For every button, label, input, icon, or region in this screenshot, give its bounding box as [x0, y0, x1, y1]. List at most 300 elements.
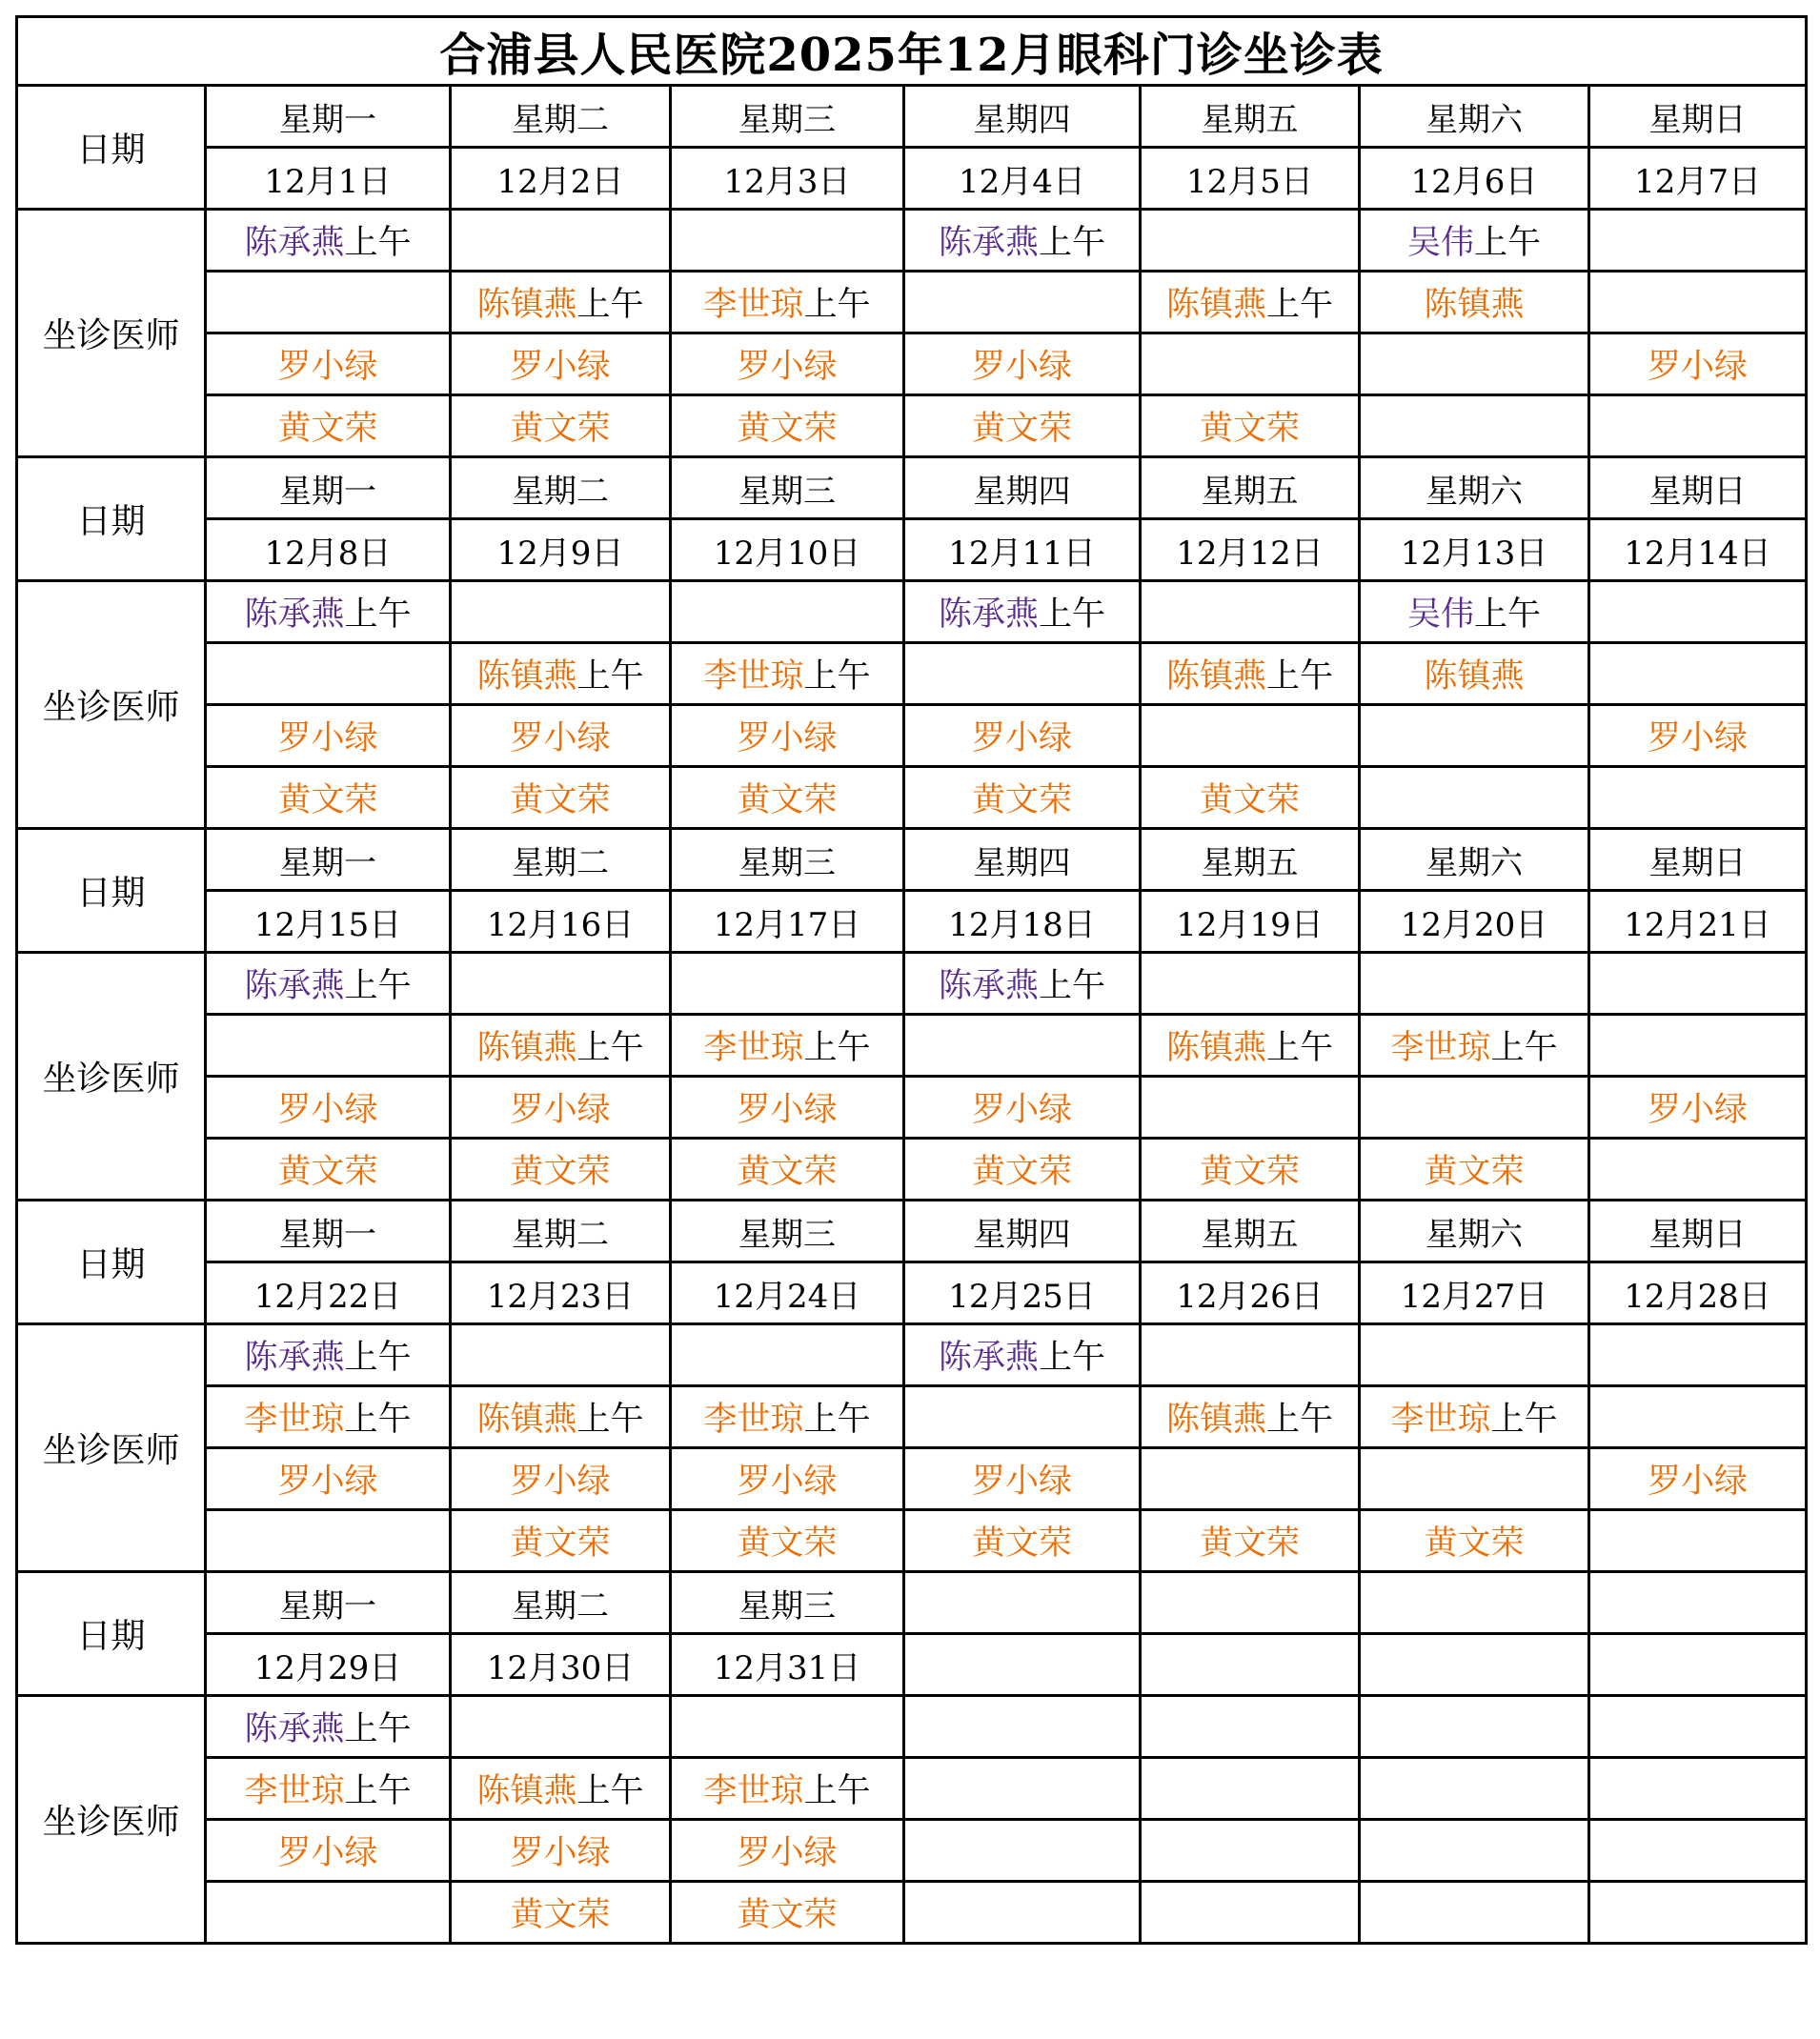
- doctor-name: 罗小绿: [277, 1834, 378, 1872]
- doctor-cell: [451, 272, 671, 333]
- doctor-cell: [671, 1448, 904, 1510]
- doctor-cell: [904, 1820, 1141, 1882]
- doctor-cell: [1141, 705, 1360, 767]
- date-row: [17, 1262, 1807, 1324]
- doctor-cell: [1589, 581, 1807, 643]
- weekday-cell: 星期五: [1141, 829, 1360, 891]
- session-note: 上午: [344, 1710, 412, 1748]
- doctor-cell: [1141, 210, 1360, 272]
- doctor-cell: [206, 1882, 451, 1944]
- doctor-row: [17, 395, 1807, 457]
- doctor-cell: [206, 1324, 451, 1386]
- doctor-cell: [1589, 705, 1807, 767]
- doctor-cell: [1141, 1758, 1360, 1820]
- doctor-cell: [206, 1386, 451, 1448]
- session-note: 上午: [576, 1401, 644, 1439]
- weekday-row: [17, 86, 1807, 148]
- doctor-cell: [1360, 705, 1589, 767]
- date-cell: 12月17日: [671, 891, 904, 953]
- doctor-cell: [1589, 1015, 1807, 1077]
- doctor-name: 黄文荣: [510, 410, 611, 448]
- doctor-name: 罗小绿: [971, 1463, 1072, 1501]
- doctor-name: 黄文荣: [971, 781, 1072, 819]
- doctor-cell: [904, 1139, 1141, 1201]
- date-cell: [1589, 1634, 1807, 1696]
- doctor-cell: [1360, 1448, 1589, 1510]
- doctor-name: 陈承燕: [938, 967, 1039, 1005]
- session-note: 上午: [803, 1401, 871, 1439]
- doctor-cell: [671, 1510, 904, 1572]
- doctor-cell: [904, 395, 1141, 457]
- doctor-cell: [1360, 1077, 1589, 1139]
- date-cell: 12月4日: [904, 148, 1141, 210]
- doctor-row: [17, 333, 1807, 395]
- weekday-cell: 星期六: [1360, 829, 1589, 891]
- doctor-row: [17, 643, 1807, 705]
- date-label: 日期: [17, 1572, 206, 1696]
- doctor-row: [17, 705, 1807, 767]
- session-note: 上午: [1490, 1401, 1558, 1439]
- doctor-name: 李世琼: [703, 1029, 804, 1067]
- weekday-row: [17, 1201, 1807, 1262]
- doctor-name: 罗小绿: [737, 1834, 838, 1872]
- doctor-name: 罗小绿: [737, 1463, 838, 1501]
- doctor-name: 黄文荣: [971, 410, 1072, 448]
- duty-roster-table: [15, 15, 1808, 1945]
- doctor-row: [17, 1882, 1807, 1944]
- doctor-name: 黄文荣: [1424, 1153, 1525, 1191]
- doctor-cell: [1589, 1139, 1807, 1201]
- date-cell: 12月31日: [671, 1634, 904, 1696]
- doctor-cell: [1360, 395, 1589, 457]
- doctor-name: 罗小绿: [1648, 348, 1749, 386]
- weekday-cell: 星期日: [1589, 829, 1807, 891]
- doctor-cell: [1360, 953, 1589, 1015]
- date-cell: 12月8日: [206, 519, 451, 581]
- doctor-cell: [904, 705, 1141, 767]
- date-cell: [1360, 1634, 1589, 1696]
- doctor-cell: [1141, 1015, 1360, 1077]
- doctor-cell: [451, 1386, 671, 1448]
- date-cell: 12月25日: [904, 1262, 1141, 1324]
- doctor-row: [17, 953, 1807, 1015]
- doctor-name: 黄文荣: [1199, 1153, 1300, 1191]
- weekday-cell: 星期日: [1589, 1201, 1807, 1262]
- weekday-cell: [904, 1572, 1141, 1634]
- session-note: 上午: [576, 286, 644, 324]
- doctor-cell: [1589, 272, 1807, 333]
- doctor-cell: [206, 767, 451, 829]
- weekday-cell: 星期五: [1141, 1201, 1360, 1262]
- date-cell: 12月3日: [671, 148, 904, 210]
- doctor-cell: [1589, 1448, 1807, 1510]
- doctor-name: 黄文荣: [1199, 410, 1300, 448]
- doctor-name: 陈承燕: [244, 1710, 345, 1748]
- doctor-row: [17, 1015, 1807, 1077]
- doctor-cell: [451, 395, 671, 457]
- doctor-cell: [1141, 1448, 1360, 1510]
- weekday-cell: 星期四: [904, 829, 1141, 891]
- doctor-name: 黄文荣: [277, 1153, 378, 1191]
- doctor-cell: [1141, 1324, 1360, 1386]
- weekday-row: [17, 1572, 1807, 1634]
- doctor-name: 罗小绿: [510, 1463, 611, 1501]
- weekday-cell: 星期三: [671, 1572, 904, 1634]
- doctor-name: 罗小绿: [277, 1463, 378, 1501]
- doctor-name: 黄文荣: [737, 410, 838, 448]
- date-cell: 12月14日: [1589, 519, 1807, 581]
- date-cell: 12月29日: [206, 1634, 451, 1696]
- doctor-name: 罗小绿: [510, 1091, 611, 1129]
- weekday-row: [17, 457, 1807, 519]
- doctor-name: 黄文荣: [277, 781, 378, 819]
- doctor-name: 李世琼: [703, 1401, 804, 1439]
- session-note: 上午: [344, 1401, 412, 1439]
- doctor-cell: [1141, 1882, 1360, 1944]
- doctor-name: 李世琼: [1390, 1029, 1491, 1067]
- doctor-name: 陈承燕: [244, 224, 345, 262]
- doctor-name: 陈镇燕: [1424, 286, 1525, 324]
- session-note: 上午: [803, 1772, 871, 1810]
- weekday-cell: 星期日: [1589, 457, 1807, 519]
- doctor-cell: [206, 395, 451, 457]
- doctor-cell: [1360, 1015, 1589, 1077]
- doctor-name: 罗小绿: [510, 348, 611, 386]
- weekday-cell: 星期五: [1141, 457, 1360, 519]
- doctor-cell: [1141, 643, 1360, 705]
- date-cell: 12月28日: [1589, 1262, 1807, 1324]
- doctor-cell: [206, 1820, 451, 1882]
- weekday-cell: 星期四: [904, 1201, 1141, 1262]
- doctor-label: 坐诊医师: [17, 1324, 206, 1572]
- doctor-name: 罗小绿: [510, 719, 611, 757]
- doctor-cell: [904, 1696, 1141, 1758]
- weekday-cell: 星期四: [904, 457, 1141, 519]
- doctor-row: [17, 210, 1807, 272]
- doctor-name: 陈镇燕: [1165, 1401, 1266, 1439]
- doctor-cell: [1141, 1139, 1360, 1201]
- date-label: 日期: [17, 86, 206, 210]
- doctor-cell: [451, 1324, 671, 1386]
- session-note: 上午: [1474, 224, 1542, 262]
- doctor-cell: [671, 333, 904, 395]
- doctor-cell: [671, 705, 904, 767]
- date-label: 日期: [17, 829, 206, 953]
- doctor-name: 罗小绿: [1648, 719, 1749, 757]
- doctor-cell: [1360, 1139, 1589, 1201]
- doctor-cell: [451, 1820, 671, 1882]
- doctor-cell: [904, 1077, 1141, 1139]
- doctor-name: 陈镇燕: [476, 1029, 577, 1067]
- doctor-name: 黄文荣: [1424, 1524, 1525, 1563]
- doctor-cell: [1589, 1696, 1807, 1758]
- date-row: [17, 891, 1807, 953]
- doctor-cell: [1360, 581, 1589, 643]
- doctor-cell: [1589, 1077, 1807, 1139]
- doctor-cell: [1141, 1820, 1360, 1882]
- doctor-name: 黄文荣: [510, 1896, 611, 1934]
- doctor-cell: [206, 581, 451, 643]
- doctor-label: 坐诊医师: [17, 581, 206, 829]
- date-cell: 12月1日: [206, 148, 451, 210]
- session-note: 上午: [803, 286, 871, 324]
- doctor-cell: [451, 643, 671, 705]
- doctor-name: 陈承燕: [938, 596, 1039, 634]
- date-cell: 12月9日: [451, 519, 671, 581]
- doctor-cell: [1360, 1386, 1589, 1448]
- doctor-cell: [1360, 272, 1589, 333]
- weekday-cell: 星期四: [904, 86, 1141, 148]
- doctor-cell: [1141, 953, 1360, 1015]
- doctor-cell: [1589, 643, 1807, 705]
- session-note: 上午: [344, 224, 412, 262]
- doctor-cell: [1589, 767, 1807, 829]
- doctor-name: 罗小绿: [971, 1091, 1072, 1129]
- doctor-name: 黄文荣: [277, 410, 378, 448]
- doctor-cell: [1589, 1510, 1807, 1572]
- date-cell: 12月23日: [451, 1262, 671, 1324]
- doctor-cell: [904, 1510, 1141, 1572]
- doctor-cell: [1141, 333, 1360, 395]
- doctor-name: 黄文荣: [971, 1524, 1072, 1563]
- date-cell: 12月24日: [671, 1262, 904, 1324]
- doctor-cell: [671, 1077, 904, 1139]
- date-row: [17, 148, 1807, 210]
- weekday-cell: 星期三: [671, 1201, 904, 1262]
- date-cell: 12月15日: [206, 891, 451, 953]
- doctor-cell: [1141, 1077, 1360, 1139]
- doctor-cell: [1360, 1696, 1589, 1758]
- weekday-cell: 星期六: [1360, 86, 1589, 148]
- date-cell: 12月22日: [206, 1262, 451, 1324]
- doctor-cell: [1589, 1386, 1807, 1448]
- date-cell: 12月6日: [1360, 148, 1589, 210]
- doctor-name: 陈镇燕: [476, 1401, 577, 1439]
- date-row: [17, 1634, 1807, 1696]
- doctor-cell: [904, 643, 1141, 705]
- date-cell: 12月27日: [1360, 1262, 1589, 1324]
- doctor-cell: [206, 953, 451, 1015]
- doctor-cell: [206, 210, 451, 272]
- doctor-row: [17, 1448, 1807, 1510]
- date-cell: 12月30日: [451, 1634, 671, 1696]
- date-cell: 12月12日: [1141, 519, 1360, 581]
- doctor-cell: [1141, 1696, 1360, 1758]
- doctor-name: 黄文荣: [971, 1153, 1072, 1191]
- doctor-cell: [1141, 1510, 1360, 1572]
- doctor-cell: [1141, 272, 1360, 333]
- doctor-row: [17, 272, 1807, 333]
- doctor-name: 李世琼: [244, 1772, 345, 1810]
- doctor-name: 罗小绿: [277, 1091, 378, 1129]
- doctor-cell: [1589, 1324, 1807, 1386]
- doctor-cell: [1360, 643, 1589, 705]
- doctor-name: 吴伟: [1406, 596, 1474, 634]
- doctor-label: 坐诊医师: [17, 210, 206, 457]
- doctor-name: 陈镇燕: [1165, 657, 1266, 696]
- doctor-row: [17, 1696, 1807, 1758]
- doctor-name: 罗小绿: [737, 719, 838, 757]
- session-note: 上午: [1039, 967, 1106, 1005]
- doctor-cell: [671, 210, 904, 272]
- doctor-row: [17, 1758, 1807, 1820]
- doctor-cell: [904, 1882, 1141, 1944]
- date-cell: 12月7日: [1589, 148, 1807, 210]
- session-note: 上午: [344, 596, 412, 634]
- doctor-label: 坐诊医师: [17, 953, 206, 1201]
- weekday-cell: 星期三: [671, 829, 904, 891]
- doctor-cell: [451, 1882, 671, 1944]
- session-note: 上午: [1266, 286, 1334, 324]
- doctor-row: [17, 1324, 1807, 1386]
- doctor-cell: [451, 1696, 671, 1758]
- doctor-cell: [671, 953, 904, 1015]
- doctor-cell: [206, 1696, 451, 1758]
- doctor-cell: [451, 1448, 671, 1510]
- doctor-cell: [671, 395, 904, 457]
- doctor-name: 黄文荣: [737, 1896, 838, 1934]
- doctor-cell: [904, 210, 1141, 272]
- doctor-cell: [1360, 1758, 1589, 1820]
- session-note: 上午: [1266, 1029, 1334, 1067]
- weekday-cell: [1360, 1572, 1589, 1634]
- weekday-cell: 星期一: [206, 829, 451, 891]
- doctor-cell: [671, 643, 904, 705]
- doctor-name: 陈镇燕: [476, 657, 577, 696]
- doctor-name: 李世琼: [703, 1772, 804, 1810]
- date-cell: [1141, 1634, 1360, 1696]
- doctor-cell: [451, 1510, 671, 1572]
- session-note: 上午: [576, 657, 644, 696]
- date-label: 日期: [17, 457, 206, 581]
- doctor-name: 黄文荣: [737, 1153, 838, 1191]
- doctor-cell: [451, 767, 671, 829]
- doctor-cell: [206, 272, 451, 333]
- doctor-row: [17, 1139, 1807, 1201]
- doctor-name: 陈镇燕: [1424, 657, 1525, 696]
- doctor-cell: [904, 1324, 1141, 1386]
- doctor-cell: [904, 953, 1141, 1015]
- date-cell: 12月2日: [451, 148, 671, 210]
- session-note: 上午: [1266, 657, 1334, 696]
- session-note: 上午: [576, 1772, 644, 1810]
- doctor-row: [17, 1510, 1807, 1572]
- doctor-row: [17, 1820, 1807, 1882]
- doctor-name: 罗小绿: [277, 348, 378, 386]
- doctor-cell: [451, 705, 671, 767]
- doctor-cell: [451, 1077, 671, 1139]
- doctor-name: 陈镇燕: [476, 286, 577, 324]
- doctor-cell: [671, 1882, 904, 1944]
- doctor-cell: [671, 1758, 904, 1820]
- doctor-name: 黄文荣: [737, 781, 838, 819]
- doctor-cell: [1589, 395, 1807, 457]
- doctor-cell: [451, 210, 671, 272]
- doctor-name: 陈镇燕: [1165, 286, 1266, 324]
- weekday-cell: 星期二: [451, 1201, 671, 1262]
- doctor-cell: [1589, 1820, 1807, 1882]
- doctor-name: 黄文荣: [510, 1524, 611, 1563]
- date-cell: 12月11日: [904, 519, 1141, 581]
- doctor-cell: [904, 1448, 1141, 1510]
- session-note: 上午: [1039, 1339, 1106, 1377]
- doctor-row: [17, 767, 1807, 829]
- doctor-cell: [206, 705, 451, 767]
- weekday-cell: 星期二: [451, 1572, 671, 1634]
- doctor-cell: [206, 1510, 451, 1572]
- doctor-name: 陈承燕: [244, 596, 345, 634]
- doctor-name: 陈镇燕: [1165, 1029, 1266, 1067]
- date-row: [17, 519, 1807, 581]
- session-note: 上午: [344, 1339, 412, 1377]
- session-note: 上午: [1039, 224, 1106, 262]
- doctor-name: 罗小绿: [737, 1091, 838, 1129]
- weekday-cell: 星期二: [451, 457, 671, 519]
- date-cell: 12月26日: [1141, 1262, 1360, 1324]
- doctor-cell: [1141, 395, 1360, 457]
- doctor-cell: [451, 1758, 671, 1820]
- weekday-cell: 星期日: [1589, 86, 1807, 148]
- roster-title: 合浦县人民医院2025年12月眼科门诊坐诊表: [17, 17, 1807, 86]
- doctor-cell: [1360, 1882, 1589, 1944]
- date-cell: 12月10日: [671, 519, 904, 581]
- doctor-name: 黄文荣: [510, 1153, 611, 1191]
- doctor-cell: [206, 1015, 451, 1077]
- doctor-cell: [206, 1077, 451, 1139]
- weekday-row: [17, 829, 1807, 891]
- date-cell: 12月19日: [1141, 891, 1360, 953]
- doctor-cell: [206, 643, 451, 705]
- doctor-name: 陈承燕: [244, 967, 345, 1005]
- doctor-cell: [1360, 1510, 1589, 1572]
- doctor-cell: [671, 767, 904, 829]
- date-label: 日期: [17, 1201, 206, 1324]
- doctor-cell: [904, 272, 1141, 333]
- doctor-cell: [671, 1386, 904, 1448]
- doctor-name: 黄文荣: [737, 1524, 838, 1563]
- doctor-cell: [451, 953, 671, 1015]
- doctor-cell: [451, 333, 671, 395]
- weekday-cell: 星期三: [671, 86, 904, 148]
- date-cell: 12月13日: [1360, 519, 1589, 581]
- doctor-cell: [904, 581, 1141, 643]
- date-cell: [904, 1634, 1141, 1696]
- doctor-cell: [671, 272, 904, 333]
- date-cell: 12月20日: [1360, 891, 1589, 953]
- date-cell: 12月16日: [451, 891, 671, 953]
- doctor-name: 罗小绿: [1648, 1091, 1749, 1129]
- doctor-name: 陈镇燕: [476, 1772, 577, 1810]
- doctor-name: 黄文荣: [510, 781, 611, 819]
- doctor-cell: [451, 1139, 671, 1201]
- session-note: 上午: [344, 1772, 412, 1810]
- doctor-name: 黄文荣: [1199, 1524, 1300, 1563]
- doctor-name: 罗小绿: [510, 1834, 611, 1872]
- doctor-cell: [1589, 333, 1807, 395]
- weekday-cell: 星期一: [206, 457, 451, 519]
- session-note: 上午: [344, 967, 412, 1005]
- doctor-name: 罗小绿: [1648, 1463, 1749, 1501]
- session-note: 上午: [803, 657, 871, 696]
- doctor-cell: [1360, 210, 1589, 272]
- doctor-cell: [1141, 1386, 1360, 1448]
- doctor-name: 吴伟: [1406, 224, 1474, 262]
- date-cell: 12月5日: [1141, 148, 1360, 210]
- weekday-cell: 星期二: [451, 86, 671, 148]
- weekday-cell: 星期三: [671, 457, 904, 519]
- doctor-name: 李世琼: [1390, 1401, 1491, 1439]
- weekday-cell: 星期二: [451, 829, 671, 891]
